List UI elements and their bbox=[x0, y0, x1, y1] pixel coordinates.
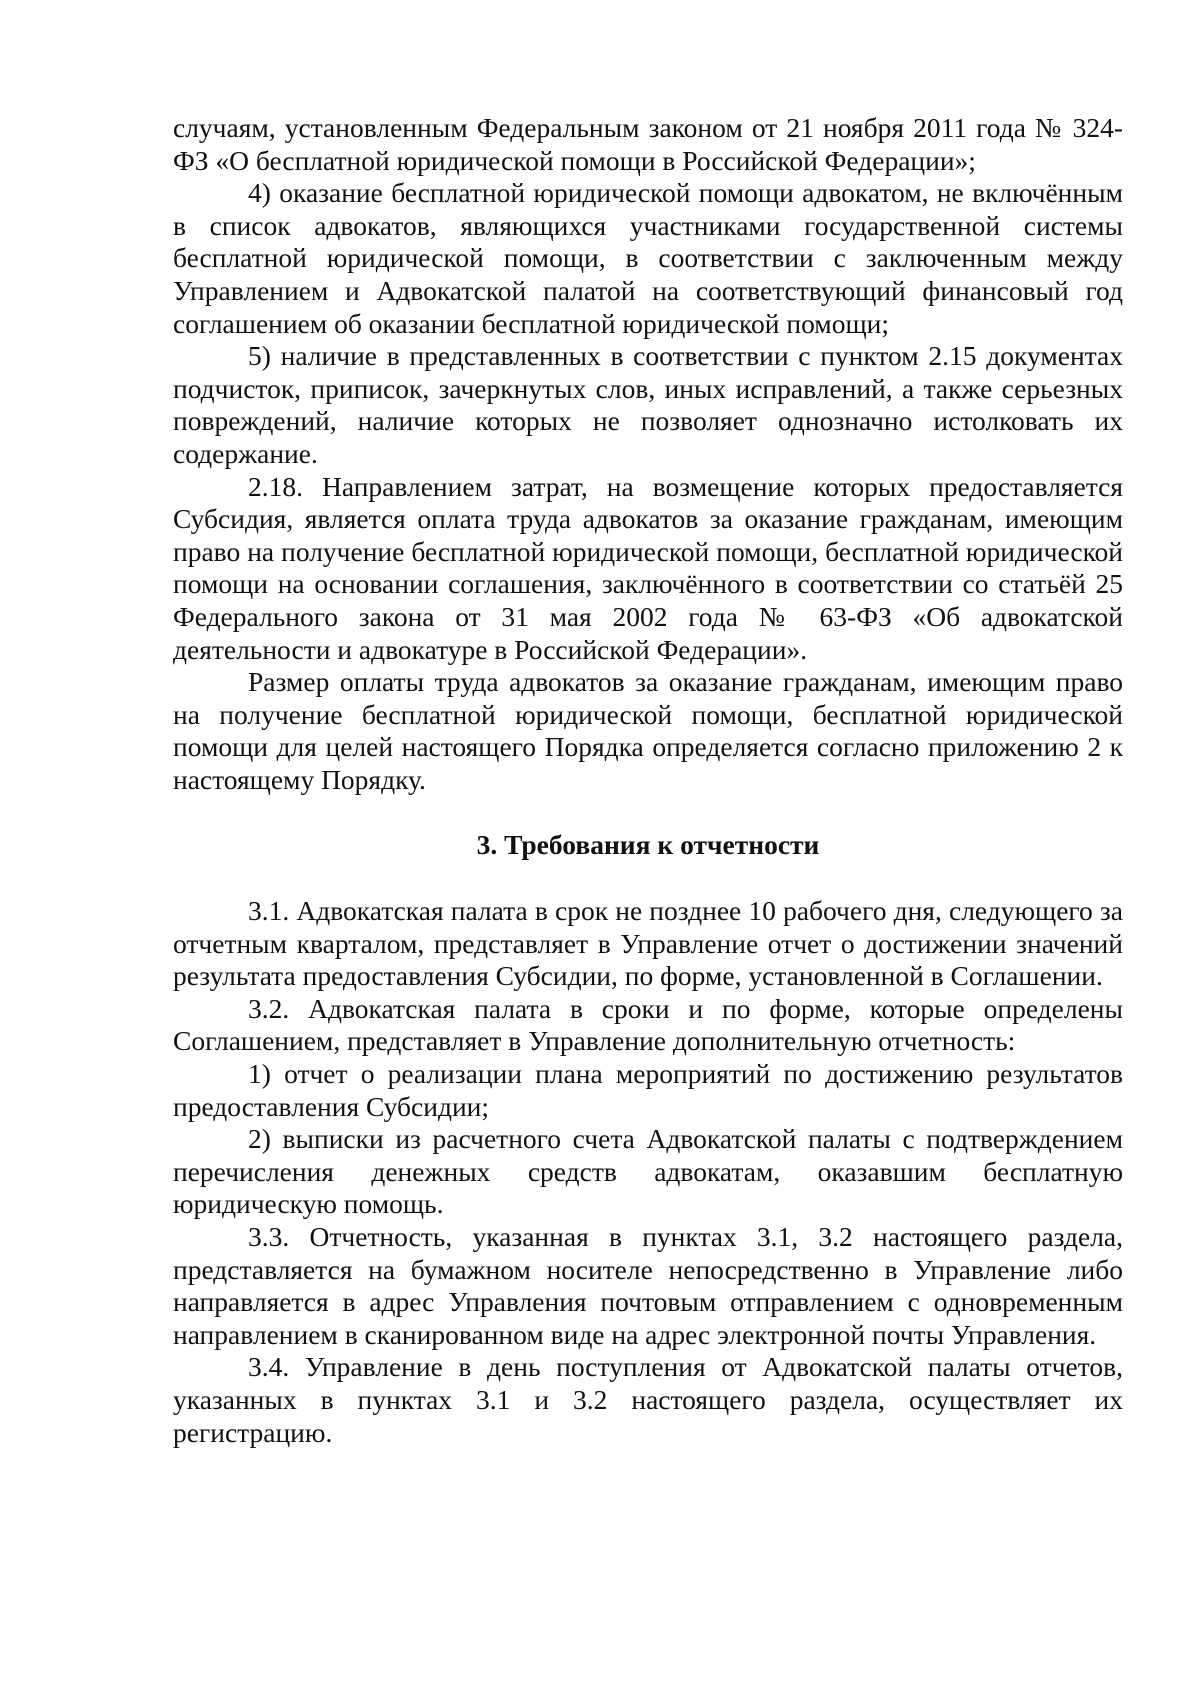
paragraph-2-18: 2.18. Направлением затрат, на возмещение которых предоставляется Субсидия, является оплата труда адвокатов за оказание гражданам, имеющим право на получение бесплатной юридической помощи, бесплатной юридической помощи на основании соглашения, заключённого в соответствии со статьёй 25 Федерального закона от 31 мая 2002 года № 63-ФЗ «Об адвокатской деятельности и адвокатуре в Российской Федерации». bbox=[173, 470, 1123, 665]
paragraph-3-2: 3.2. Адвокатская палата в сроки и по форме, которые определены Соглашением, представляет в Управление дополнительную отчетность: bbox=[173, 992, 1123, 1057]
paragraph-3-2-item-1: 1) отчет о реализации плана мероприятий по достижению результатов предоставления Субсидии; bbox=[173, 1058, 1123, 1122]
spacer bbox=[173, 862, 1123, 895]
paragraph-3-2-item-2: 2) выписки из расчетного счета Адвокатской палаты с подтверждением перечисления денежных средств адвокатам, оказавшим бесплатную юридическую помощь. bbox=[173, 1123, 1123, 1220]
spacer bbox=[173, 796, 1123, 829]
paragraph-3-1: 3.1. Адвокатская палата в срок не позднее 10 рабочего дня, следующего за отчетным кварталом, представляет в Управление отчет о достижении значений результата предоставления Субсидии, по форме, установленной в Соглашении. bbox=[173, 895, 1123, 992]
paragraph-payment-size: Размер оплаты труда адвокатов за оказание гражданам, имеющим право на получение бесплатной юридической помощи, бесплатной юридической помощи для целей настоящего Порядка определяется согласно приложению 2 к настоящему Порядку. bbox=[173, 666, 1123, 795]
paragraph-item-4: 4) оказание бесплатной юридической помощи адвокатом, не включённым в список адвокатов, являющихся участниками государственной системы бесплатной юридической помощи, в соответствии с заключенным между Управлением и Адвокатской палатой на соответствующий финансовый год соглашением об оказании бесплатной юридической помощи; bbox=[173, 177, 1123, 339]
document-page bbox=[173, 112, 1123, 1449]
paragraph-item-5: 5) наличие в представленных в соответствии с пунктом 2.15 документах подчисток, приписок, зачеркнутых слов, иных исправлений, а также серьезных повреждений, наличие которых не позволяет однозначно истолковать их содержание. bbox=[173, 340, 1123, 469]
paragraph-3-3: 3.3. Отчетность, указанная в пунктах 3.1, 3.2 настоящего раздела, представляется на бумажном носителе непосредственно в Управление либо направляется в адрес Управления почтовым отправлением с одновременным направлением в сканированном виде на адрес электронной почты Управления. bbox=[173, 1221, 1123, 1350]
paragraph-continuation: случаям, установленным Федеральным законом от 21 ноября 2011 года № 324-ФЗ «О бесплатной юридической помощи в Российской Федерации»; bbox=[173, 112, 1123, 176]
section-heading: 3. Требования к отчетности bbox=[476, 829, 820, 861]
paragraph-3-4: 3.4. Управление в день поступления от Адвокатской палаты отчетов, указанных в пунктах 3.1 и 3.2 настоящего раздела, осуществляет их регистрацию. bbox=[173, 1351, 1123, 1448]
